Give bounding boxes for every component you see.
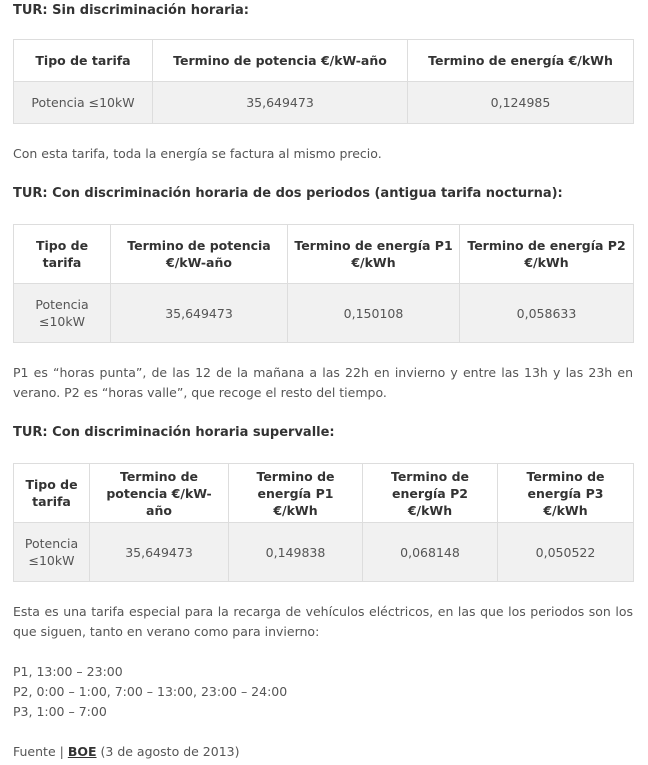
column-header: Tipo de tarifa [14,464,90,523]
table-cell: 35,649473 [111,284,288,343]
section-3-heading: TUR: Con discriminación horaria supervalle: [13,425,335,440]
table-cell: 35,649473 [90,523,229,582]
column-header: Termino de potencia €/kW-año [111,225,288,284]
table-row [14,523,634,582]
source-date: (3 de agosto de 2013) [100,744,240,759]
section-2-heading: TUR: Con discriminación horaria de dos periodos (antigua tarifa nocturna): [13,186,563,201]
column-header: Termino de energía P2 €/kWh [460,225,634,284]
section-2-note: P1 es “horas punta”, de las 12 de la mañana a las 22h en invierno y entre las 13h y las 23h en verano. P2 es “horas valle”, que recoge el resto del tiempo. [13,365,633,400]
table-cell: 35,649473 [153,82,408,124]
section-3-note: Esta es una tarifa especial para la recarga de vehículos eléctricos, en las que los periodos son los que siguen, tanto en verano como para invierno: [13,604,633,639]
period-item: P2, 0:00 – 1:00, 7:00 – 13:00, 23:00 – 24:00 [13,684,288,699]
column-header: Termino de potencia €/kW-año [153,40,408,82]
period-item: P3, 1:00 – 7:00 [13,704,107,719]
source-separator: | [59,744,64,759]
column-header: Termino de energía P2 €/kWh [363,464,498,523]
table-cell: 0,124985 [408,82,634,124]
tariff-table-3 [13,463,634,582]
table-cell: Potencia ≤10kW [14,523,90,582]
column-header: Termino de potencia €/kW-año [90,464,229,523]
table-cell: 0,050522 [498,523,634,582]
tariff-table-2 [13,224,634,343]
column-header: Termino de energía P1 €/kWh [288,225,460,284]
table-row [14,284,634,343]
column-header: Tipo de tarifa [14,40,153,82]
column-header: Termino de energía P1 €/kWh [229,464,363,523]
table-cell: Potencia ≤10kW [14,284,111,343]
column-header: Termino de energía €/kWh [408,40,634,82]
table-cell: Potencia ≤10kW [14,82,153,124]
column-header: Termino de energía P3 €/kWh [498,464,634,523]
section-1-heading: TUR: Sin discriminación horaria: [13,3,249,18]
section-1-note: Con esta tarifa, toda la energía se factura al mismo precio. [13,146,382,161]
column-header: Tipo de tarifa [14,225,111,284]
source-line [13,742,633,762]
source-label: Fuente [13,744,56,759]
boe-link[interactable]: BOE [67,744,97,759]
table-header-row [14,40,634,82]
tariff-table-1 [13,39,634,124]
table-cell: 0,149838 [229,523,363,582]
table-header-row [14,225,634,284]
table-header-row [14,464,634,523]
table-cell: 0,068148 [363,523,498,582]
period-item: P1, 13:00 – 23:00 [13,664,123,679]
table-cell: 0,150108 [288,284,460,343]
table-row [14,82,634,124]
table-cell: 0,058633 [460,284,634,343]
